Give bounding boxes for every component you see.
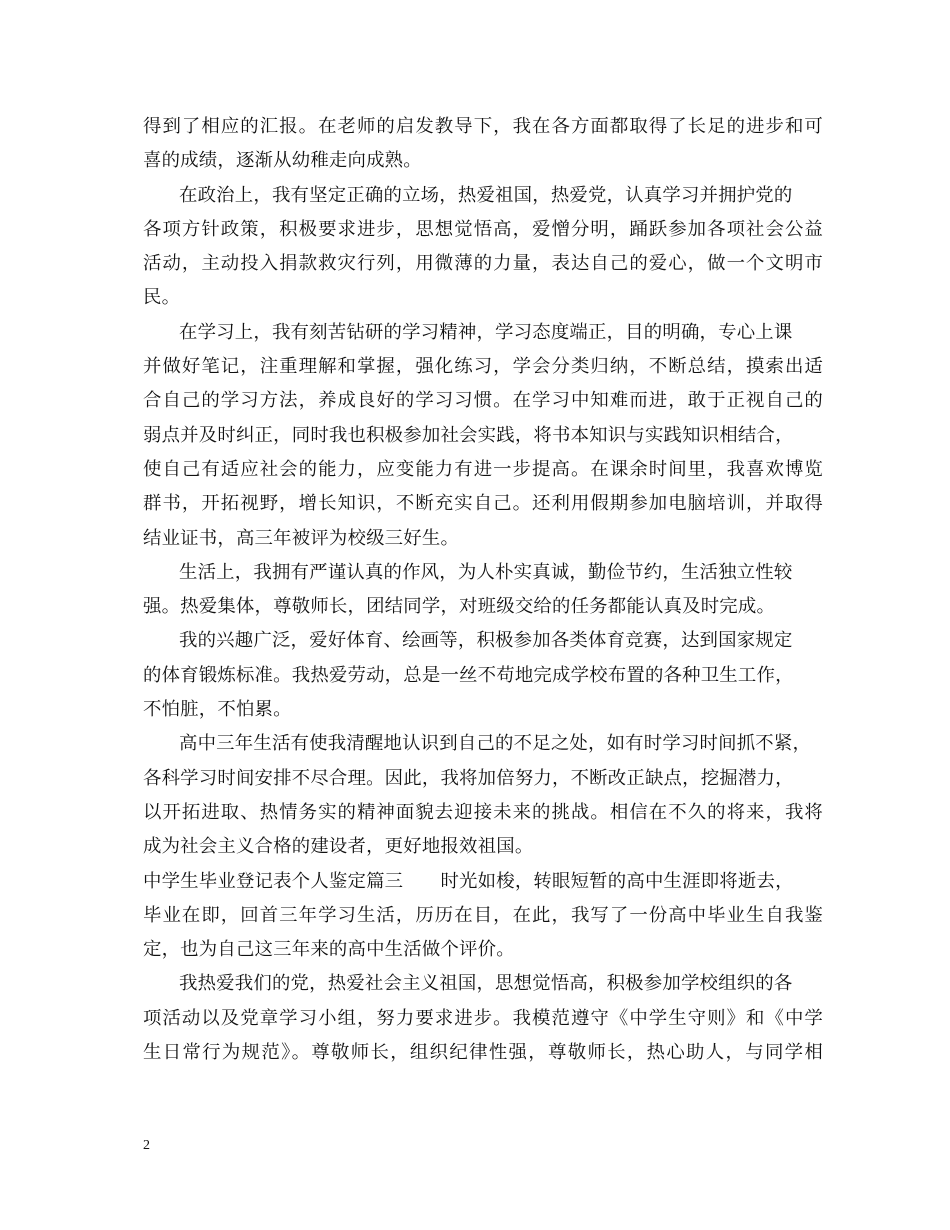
document-body [143,110,823,1070]
text-line: 民。 [143,287,181,309]
text-line: 弱点并及时纠正，同时我也积极参加社会实践，将书本知识与实践知识相结合， [143,424,794,446]
section-heading-line: 中学生毕业登记表个人鉴定篇三 时光如梭，转眼短暂的高中生涯即将逝去， [143,870,794,892]
text-line: 项活动以及党章学习小组，努力要求进步。我模范遵守《中学生守则》和《中学 [143,1007,823,1029]
text-line: 结业证书，高三年被评为校级三好生。 [143,527,460,549]
text-line: 喜的成绩，逐渐从幼稚走向成熟。 [143,150,422,172]
text-line: 活动，主动投入捐款救灾行列，用微薄的力量，表达自己的爱心，做一个文明市 [143,253,823,275]
text-line: 使自己有适应社会的能力，应变能力有进一步提高。在课余时间里，我喜欢博览 [143,458,823,480]
text-line: 定，也为自己这三年来的高中生活做个评价。 [143,939,515,961]
text-line: 毕业在即，回首三年学习生活，历历在目，在此，我写了一份高中毕业生自我鉴 [143,904,823,926]
text-line: 以开拓进取、热情务实的精神面貌去迎接未来的挑战。相信在不久的将来，我将 [143,801,823,823]
text-line: 群书，开拓视野，增长知识，不断充实自己。还利用假期参加电脑培训，并取得 [143,493,823,515]
text-line: 并做好笔记，注重理解和掌握，强化练习，学会分类归纳，不断总结，摸索出适 [143,356,823,378]
text-line: 成为社会主义合格的建设者，更好地报效祖国。 [143,836,534,858]
text-line: 强。热爱集体，尊敬师长，团结同学，对班级交给的任务都能认真及时完成。 [143,596,776,618]
paragraph-start-line: 在政治上，我有坚定正确的立场，热爱祖国，热爱党，认真学习并拥护党的 [179,184,793,206]
text-line: 的体育锻炼标准。我热爱劳动，总是一丝不苟地完成学校布置的各种卫生工作， [143,664,794,686]
paragraph-start-line: 我热爱我们的党，热爱社会主义祖国，思想觉悟高，积极参加学校组织的各 [179,973,793,995]
page-number: 2 [143,1138,150,1153]
paragraph-start-line: 在学习上，我有刻苦钻研的学习精神，学习态度端正，目的明确，专心上课 [179,321,793,343]
text-line: 生日常行为规范》。尊敬师长，组织纪律性强，尊敬师长，热心助人，与同学相 [143,1042,823,1064]
text-line: 各科学习时间安排不尽合理。因此，我将加倍努力，不断改正缺点，挖掘潜力， [143,767,794,789]
paragraph-start-line: 我的兴趣广泛，爱好体育、绘画等，积极参加各类体育竞赛，达到国家规定 [179,630,793,652]
text-line: 得到了相应的汇报。在老师的启发教导下，我在各方面都取得了长足的进步和可 [143,116,823,137]
paragraph-start-line: 生活上，我拥有严谨认真的作风，为人朴实真诚，勤俭节约，生活独立性较 [179,561,793,583]
text-line: 不怕脏，不怕累。 [143,699,292,721]
text-line: 合自己的学习方法，养成良好的学习习惯。在学习中知难而进，敢于正视自己的 [143,390,823,412]
paragraph-start-line: 高中三年生活有使我清醒地认识到自己的不足之处，如有时学习时间抓不紧， [179,733,812,755]
text-line: 各项方针政策，积极要求进步，思想觉悟高，爱憎分明，踊跃参加各项社会公益 [143,218,823,240]
